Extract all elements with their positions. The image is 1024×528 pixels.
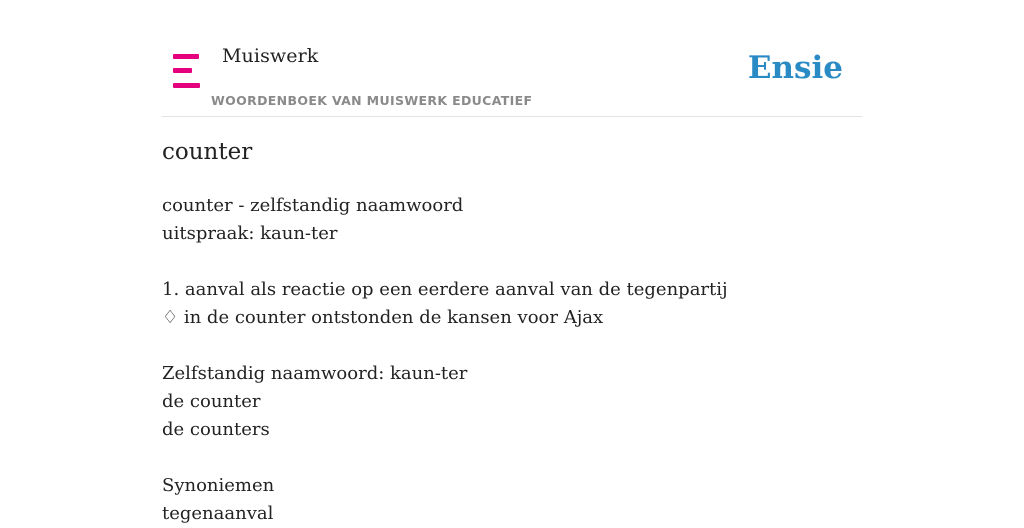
muiswerk-logo-icon[interactable]: [173, 54, 200, 88]
spacer: [162, 444, 862, 472]
logo-bar-top: [173, 54, 199, 59]
synonym-link[interactable]: tegenaanval: [162, 503, 274, 524]
definition-1: 1. aanval als reactie op een eerdere aanval van de tegenpartij: [162, 279, 728, 300]
entry-content: [162, 192, 862, 528]
noun-heading: Zelfstandig naamwoord: kaun-ter: [162, 363, 468, 384]
spacer: [162, 248, 862, 276]
ensie-brand-link[interactable]: Ensie: [747, 50, 843, 86]
pronunciation-line: uitspraak: kaun-ter: [162, 223, 338, 244]
spacer: [162, 332, 862, 360]
plural-form: de counters: [162, 419, 270, 440]
example-1: ♢ in de counter ontstonden de kansen voor Ajax: [162, 307, 604, 328]
singular-form: de counter: [162, 391, 261, 412]
word-type-line: counter - zelfstandig naamwoord: [162, 195, 464, 216]
dictionary-subtitle: WOORDENBOEK VAN MUISWERK EDUCATIEF: [211, 93, 533, 108]
publisher-name[interactable]: Muiswerk: [222, 45, 319, 67]
logo-bar-bottom: [173, 83, 200, 88]
logo-bar-middle: [173, 68, 192, 73]
entry-title: counter: [162, 139, 253, 165]
synonyms-heading: Synoniemen: [162, 475, 275, 496]
page: [162, 0, 862, 524]
site-header: [162, 0, 862, 117]
